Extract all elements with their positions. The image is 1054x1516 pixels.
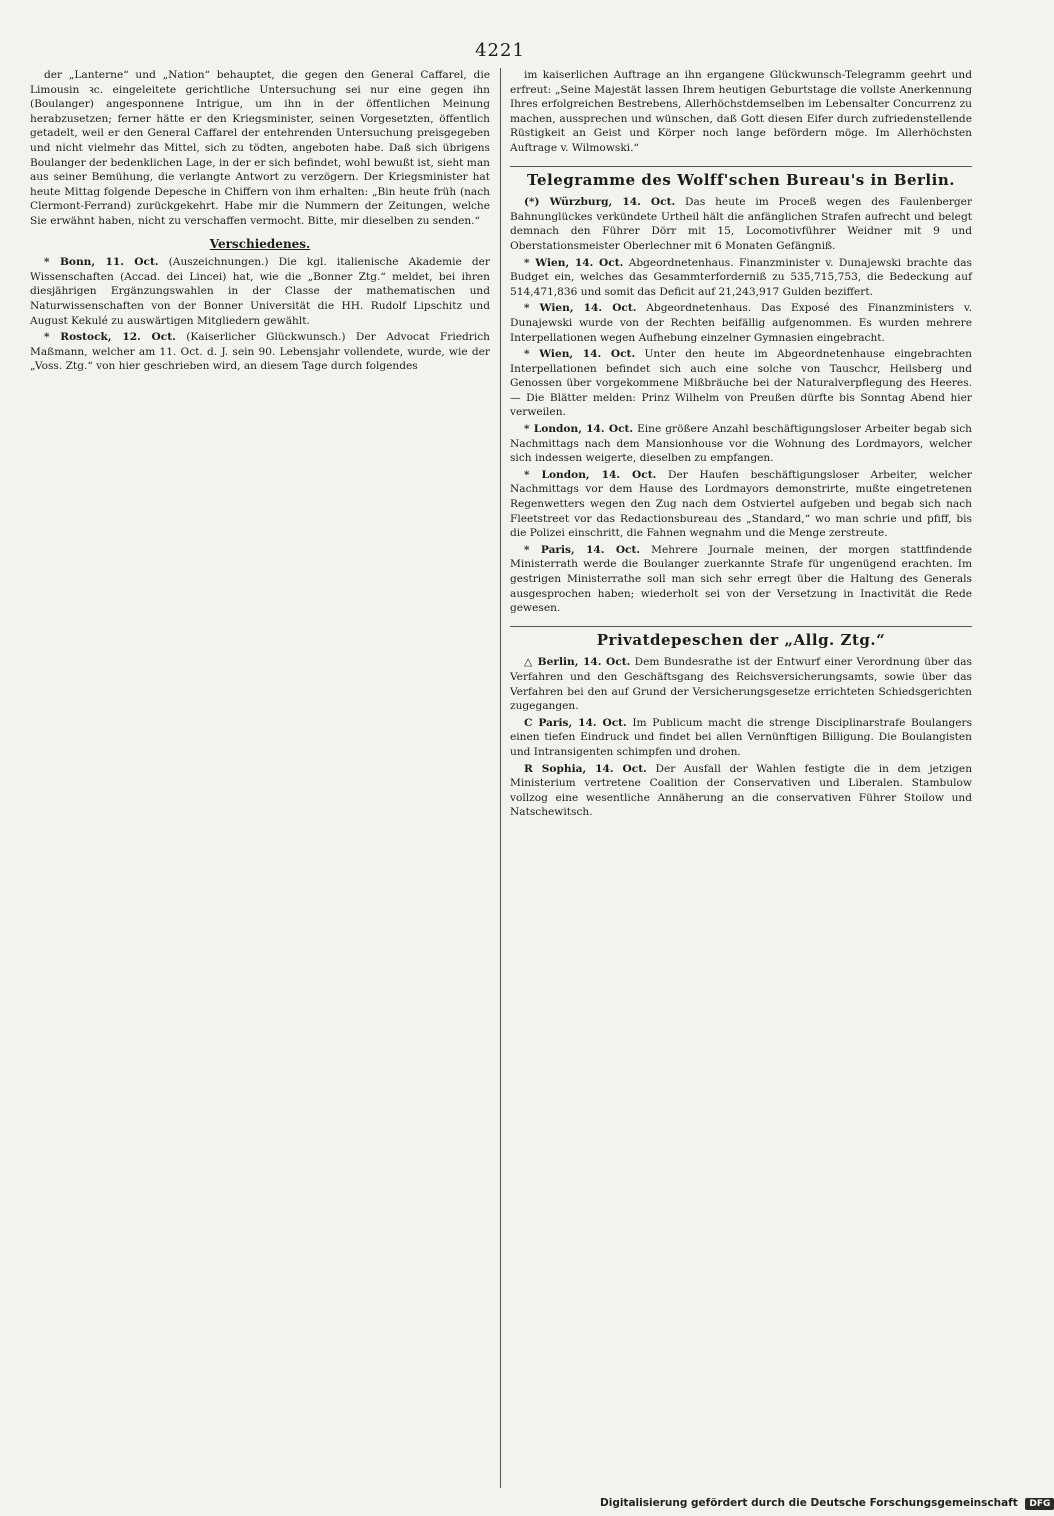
item-dateline: * Rostock, 12. Oct.: [44, 331, 176, 344]
telegram-item: [510, 422, 972, 466]
private-dispatch-item: [510, 655, 972, 713]
telegram-item: [510, 543, 972, 616]
item-text: Mehrere Journale meinen, der morgen stattfindende Ministerrath werde die Boulanger zuerkannte Strafe für ungenügend erachten. Im gestrigen Ministerrathe soll man sich sehr erregt über die Haltung des Generals ausgesprochen haben; wiederholt sei von der Versetzung in Inactivität die Rede gewesen.: [510, 543, 972, 615]
item-text: Im Publicum macht die strenge Disciplinarstrafe Boulangers einen tiefen Eindruck und findet bei allen Vernünftigen Billigung. Die Boulangisten und Intransigenten schimpfen und drohen.: [510, 716, 973, 758]
item-dateline: R Sophia, 14. Oct.: [524, 762, 647, 775]
item-text: Der Ausfall der Wahlen festigte die in dem jetzigen Ministerium vertretene Coalition der Conservativen und Liberalen. Stambulow vollzog eine wesentliche Annäherung an die conservativen Führer Stoilow und Natschewitsch.: [510, 762, 973, 819]
telegram-item: [510, 468, 972, 541]
page-number: 4221: [475, 40, 525, 61]
item-text: Unter den heute im Abgeordnetenhause eingebrachten Interpellationen befindet sich auch eine solche von Tauschcr, Heilsberg und Genossen über vorgekommene Mißbräuche bei der Naturalverpflegung des Heeres. — Die Blätter melden: Prinz Wilhelm von Preußen dürfte bis Sonntag Abend hier verweilen.: [510, 348, 972, 419]
item-dateline: * Wien, 14. Oct.: [524, 302, 637, 315]
right-opening-text: im kaiserlichen Auftrage an ihn ergangene Glückwunsch-Telegramm geehrt und erfreut: „Seine Majestät lassen Ihrem heutigen Geburtstage die vollste Anerkennung Ihres erfolgreichen Bestrebens, Allerhöchstdemselben im Lebensalter Concurrenz zu machen, aussprechen und wünschen, daß Gott diesen Eifer durch zufriedenstellende Rüstigkeit an Geist und Körper noch lange befördern möge. Im Allerhöchsten Auftrage v. Wilmowski.“: [510, 69, 972, 154]
item-dateline: (*) Würzburg, 14. Oct.: [524, 196, 676, 209]
credit-text: Digitalisierung gefördert durch die Deutsche Forschungsgemeinschaft: [600, 1497, 1018, 1509]
right-column: [510, 68, 972, 822]
telegram-item: [510, 195, 972, 253]
item-text: Abgeordnetenhaus. Das Exposé des Finanzministers v. Dunajewski wurde von der Rechten beifällig aufgenommen. Es wurden mehrere Interpellationen wegen Aufhebung einzelner Gymnasien eingebracht.: [510, 302, 972, 344]
telegram-item: [510, 256, 972, 300]
private-dispatch-heading: Privatdepeschen der „Allg. Ztg.“: [510, 626, 972, 648]
digitization-credit: [600, 1497, 1051, 1513]
item-dateline: * London, 14. Oct.: [524, 468, 657, 481]
dfg-logo-icon: DFG: [1025, 1498, 1054, 1510]
telegram-item: [510, 347, 972, 420]
item-dateline: * Paris, 14. Oct.: [524, 543, 641, 556]
section-heading-verschiedenes: Verschiedenes.: [209, 236, 311, 251]
item-dateline: * London, 14. Oct.: [524, 423, 634, 436]
item-text: Das heute im Proceß wegen des Faulenberger Bahnunglückes verkündete Urtheil hält die anfänglichen Strafen aufrecht und belegt demnach den Führer Dörr mit 15, Locomotivführer Weidner mit 9 und Oberstationsmeister Oberlechner mit 6 Monaten Gefängniß.: [510, 196, 973, 252]
item-text: Eine größere Anzahl beschäftigungsloser Arbeiter begab sich Nachmittags nach dem Mansionhouse vor die Wohnung des Lordmayors, welcher sich indessen weigerte, dieselben zu empfangen.: [510, 423, 972, 465]
item-text: (Kaiserlicher Glückwunsch.) Der Advocat Friedrich Maßmann, welcher am 11. Oct. d. J. sein 90. Lebensjahr vollendete, wurde, wie der „Voss. Ztg.“ von hier geschrieben wird, an diesem Tage durch folgendes: [30, 331, 490, 373]
private-dispatch-item: [510, 762, 972, 820]
column-divider: [500, 68, 501, 1488]
left-column: [30, 68, 490, 376]
item-text: Dem Bundesrathe ist der Entwurf einer Verordnung über das Verfahren und den Geschäftsgang des Reichsversicherungsamts, sowie über das Verfahren bei den auf Grund der Versicherungsgesetze errichteten Schiedsgerichten zugegangen.: [510, 656, 972, 713]
item-text: Der Haufen beschäftigungsloser Arbeiter, welcher Nachmittags vor dem Hause des Lordmayors demonstrirte, mußte eingetretenen Regenwetters wegen den Zug nach dem Ostviertel aufgeben und begab sich nach Fleetstreet vor das Redactionsbureau des „Standard,“ wo man schrie und pfiff, bis die Polizei einschritt, die Fahnen wegnahm und die Menge zerstreute.: [510, 468, 972, 540]
item-dateline: * Bonn, 11. Oct.: [44, 256, 159, 269]
news-item: [30, 255, 490, 328]
item-dateline: * Wien, 14. Oct.: [524, 256, 624, 269]
private-dispatch-item: [510, 716, 972, 760]
telegram-item: [510, 301, 972, 345]
telegram-heading: Telegramme des Wolff'schen Bureau's in Berlin.: [510, 166, 972, 188]
left-opening-text: der „Lanterne“ und „Nation“ behauptet, die gegen den General Caffarel, die Limousin ꝛc. eingeleitete gerichtliche Untersuchung sei nur eine gegen ihn (Boulanger) angesponnene Intrigue, um ihn in der öffentlichen Meinung herabzusetzen; ferner hätte er den Kriegsminister, seinen Vorgesetzten, öffentlich getadelt, weil er den General Caffarel der entehrenden Untersuchung preisgegeben und nicht vielmehr das Mittel, sich zu tödten, angeboten habe. Daß sich übrigens Boulanger der bedenklichen Lage, in der er sich befindet, wohl bewußt ist, sieht man aus seiner Bemühung, die verlangte Antwort zu verzögern. Der Kriegsminister hat heute Mittag folgende Depesche in Chiffern von ihm erhalten: „Bin heute früh (nach Clermont-Ferrand) zurückgekehrt. Habe mir die Nummern der Zeitungen, welche Sie erwähnt haben, nicht zu verschaffen vermocht. Bitte, mir dieselben zu senden.“: [30, 69, 490, 227]
item-dateline: * Wien, 14. Oct.: [524, 348, 636, 361]
item-text: Abgeordnetenhaus. Finanzminister v. Dunajewski brachte das Budget ein, welches das Gesammterforderniß zu 535,715,753, die Bedeckung auf 514,471,836 und somit das Deficit auf 21,243,917 Gulden beziffert.: [510, 256, 972, 298]
item-dateline: C Paris, 14. Oct.: [524, 716, 627, 729]
item-dateline: △ Berlin, 14. Oct.: [524, 656, 631, 669]
item-text: (Auszeichnungen.) Die kgl. italienische Akademie der Wissenschaften (Accad. dei Lincei) hat, wie die „Bonner Ztg.“ meldet, bei ihren diesjährigen Ergänzungswahlen in der Classe der mathematischen und Naturwissenschaften von der Bonner Universität die HH. Rudolf Lipschitz und August Kekulé zu auswärtigen Mitgliedern gewählt.: [30, 256, 490, 327]
news-item: [30, 330, 490, 374]
